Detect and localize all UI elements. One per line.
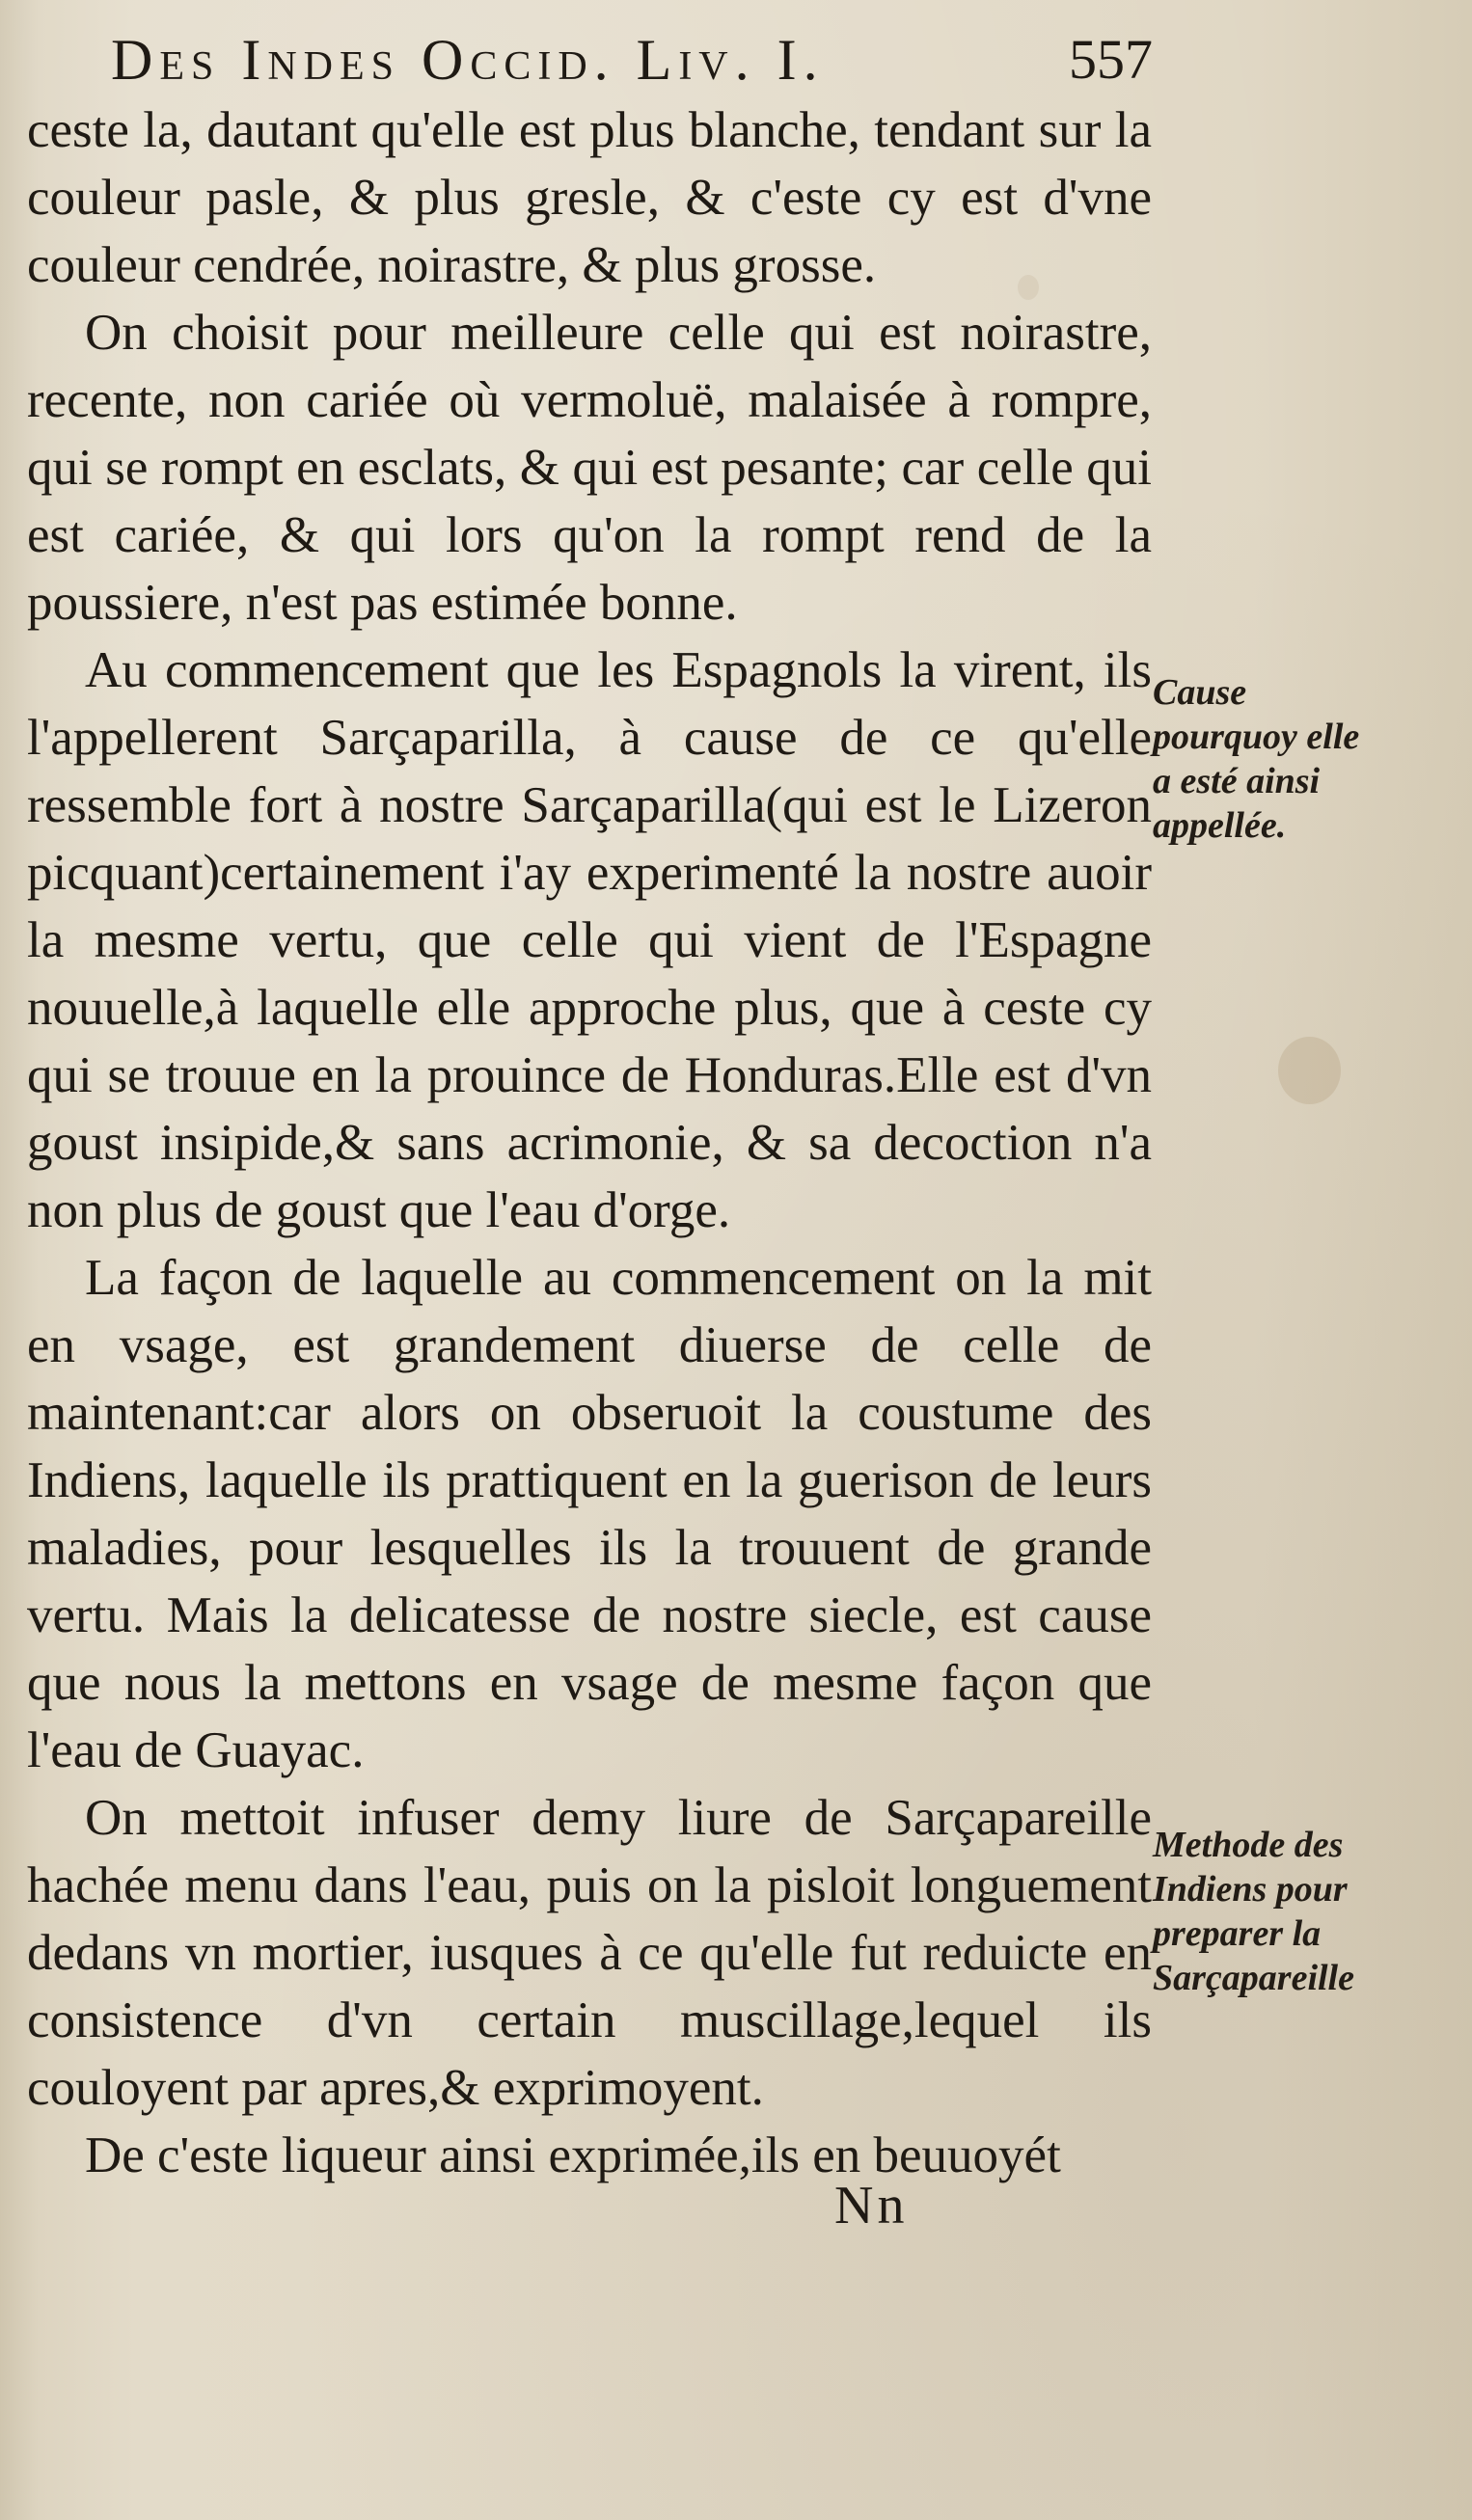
margin-note: Methode des Indiens pour preparer la Sarçapareille	[1153, 1825, 1354, 1998]
paragraph: De c'este liqueur ainsi exprimée,ils en beuuoyét	[85, 2127, 1061, 2183]
margin-note: Cause pourquoy elle a esté ainsi appellée.	[1153, 672, 1360, 846]
paper-stain	[1278, 1037, 1341, 1104]
paragraph: On mettoit infuser demy liure de Sarçapareille hachée menu dans l'eau, puis on la pisloit longuement dedans vn mortier, iusques à ce qu'elle fut reduicte en consistence d'vn certain muscillage,lequel ils couloyent par apres,& exprimoyent.	[27, 1790, 1152, 2116]
paragraph: On choisit pour meilleure celle qui est noirastre, recente, non cariée où vermoluë, malaisée à rompre, qui se rompt en esclats, & qui est pesante; car celle qui est cariée, & qui lors qu'on la rompt rend de la poussiere, n'est pas estimée bonne.	[27, 305, 1152, 631]
main-text-block	[27, 96, 1152, 2189]
page-number: 557	[1069, 28, 1153, 91]
paragraph: La façon de laquelle au commencement on la mit en vsage, est grandement diuerse de celle de maintenant:car alors on obseruoit la coustume des Indiens, laquelle ils prattiquent en la guerison de leurs maladies, pour lesquelles ils la trouuent de grande vertu. Mais la delicatesse de nostre siecle, est cause que nous la mettons en vsage de mesme façon que l'eau de Guayac.	[27, 1250, 1152, 1778]
paragraph: ceste la, dautant qu'elle est plus blanche, tendant sur la couleur pasle, & plus gresle, & c'este cy est d'vne couleur cendrée, noirastre, & plus grosse.	[27, 102, 1152, 293]
running-title: Des Indes Occid. Liv. I.	[111, 28, 825, 92]
running-header	[111, 27, 1153, 104]
paragraph: Au commencement que les Espagnols la virent, ils l'appellerent Sarçaparilla, à cause de ce qu'elle ressemble fort à nostre Sarçaparilla(qui est le Lizeron picquant)certainement i'ay experimenté la nostre auoir la mesme vertu, que celle qui vient de l'Espagne nouuelle,à laquelle elle approche plus, que à ceste cy qui se trouue en la prouince de Honduras.Elle est d'vn goust insipide,& sans acrimonie, & sa decoction n'a non plus de goust que l'eau d'orge.	[27, 642, 1152, 1238]
signature-mark: Nn	[834, 2176, 909, 2235]
